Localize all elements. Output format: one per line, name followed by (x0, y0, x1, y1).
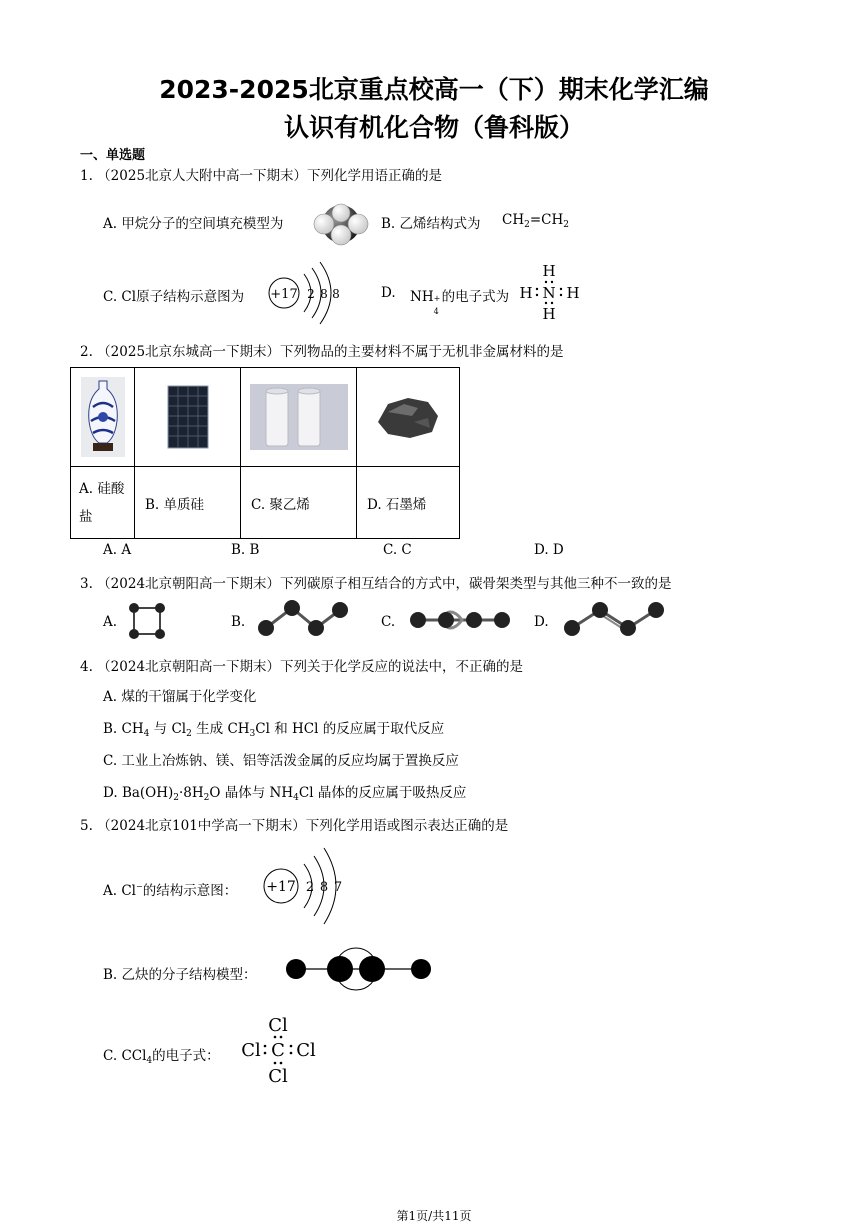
page-title: 2023-2025北京重点校高一（下）期末化学汇编 (159, 75, 709, 104)
q1-option-a-text: A. 甲烷分子的空间填充模型为 (103, 216, 284, 232)
ring-carbon-skeleton-model (126, 600, 168, 642)
question-1-stem: 1. （2025北京人大附中高一下期末）下列化学用语正确的是 (80, 168, 443, 184)
branched-skeleton-model-c (404, 600, 516, 640)
q5-option-a-text: A. Cl−的结构示意图： (103, 882, 238, 899)
chloride-ion-structure-diagram (262, 846, 354, 926)
film-rolls-image-cell (241, 368, 357, 467)
q1-option-b-formula: $CH_2=CH_2$ (502, 212, 569, 230)
q5-option-b-text: B. 乙炔的分子结构模型： (103, 967, 257, 983)
question-2-stem: 2. （2025北京东城高一下期末）下列物品的主要材料不属于无机非金属材料的是 (80, 344, 564, 360)
q1-option-c-text: C. Cl原子结构示意图为 (103, 289, 245, 305)
q3-option-a-label: A. (103, 614, 118, 630)
materials-table (70, 367, 460, 539)
q2-answer-c: C. C (383, 542, 412, 558)
svg-text:Cl: Cl (241, 1040, 261, 1061)
q1-option-d-lead: D. (381, 285, 396, 301)
question-4-stem: 4. （2024北京朝阳高一下期末）下列关于化学反应的说法中，不正确的是 (80, 659, 524, 675)
porcelain-vase-icon (81, 377, 125, 457)
nucleus-label: +17 (266, 879, 296, 895)
shell-1-count: 2 (307, 287, 315, 301)
svg-text:H: H (542, 305, 556, 323)
svg-text:Cl: Cl (268, 1066, 288, 1087)
cl-atom-structure-diagram (268, 260, 348, 328)
svg-text:Cl: Cl (268, 1015, 288, 1036)
q2-answer-a: A. A (103, 542, 132, 558)
q4-option-c: C. 工业上冶炼钠、镁、铝等活泼金属的反应均属于置换反应 (103, 753, 459, 769)
cell-c-label: C. 聚乙烯 (241, 467, 357, 539)
nucleus-label: +17 (270, 287, 298, 302)
page-number: 第1页/共11页 (396, 1209, 472, 1223)
q1-option-b-text: B. 乙烯结构式为 (381, 216, 481, 232)
q4-option-d: D. $Ba(OH)_2\cdot 8H_2O$ 晶体与 $NH_4Cl$ 晶体的反应属于吸热反应 (103, 785, 467, 803)
svg-text:N: N (542, 284, 556, 302)
solar-panel-image-cell (135, 368, 241, 467)
q2-answer-d: D. D (534, 542, 564, 558)
cell-b-label: B. 单质硅 (135, 467, 241, 539)
page-subtitle: 认识有机化合物（鲁科版） (283, 113, 584, 142)
film-rolls-icon (250, 384, 348, 450)
methane-space-filling-model (310, 203, 372, 245)
vase-image-cell (71, 368, 135, 467)
cell-a-label: A. 硅酸盐 (71, 467, 135, 539)
shell-3-count: 8 (332, 287, 340, 301)
q1-option-d-ion: NH + 4 的电子式为 (410, 289, 510, 316)
chain-skeleton-model-b (252, 598, 356, 642)
svg-text:C: C (271, 1040, 285, 1061)
cell-d-label: D. 石墨烯 (357, 467, 460, 539)
acetylene-ball-stick-model (284, 948, 434, 992)
svg-text:H: H (566, 284, 580, 302)
shell-2-count: 8 (319, 880, 329, 895)
question-5-stem: 5. （2024北京101中学高一下期末）下列化学用语或图示表达正确的是 (80, 818, 509, 834)
question-3-stem: 3. （2024北京朝阳高一下期末）下列碳原子相互结合的方式中，碳骨架类型与其他三种不一致的是 (80, 576, 672, 592)
section-heading: 一、单选题 (80, 148, 146, 163)
chain-skeleton-model-d (556, 598, 670, 642)
q3-option-c-label: C. (381, 614, 396, 630)
q2-answer-b: B. B (231, 542, 260, 558)
shell-2-count: 8 (320, 287, 328, 301)
ccl4-lewis-structure (240, 1012, 324, 1086)
q4-option-a: A. 煤的干馏属于化学变化 (103, 689, 257, 705)
q3-option-b-label: B. (231, 614, 246, 630)
shell-3-count: 7 (333, 880, 343, 895)
q3-option-d-label: D. (534, 614, 549, 630)
svg-text:H: H (519, 284, 533, 302)
svg-text:H: H (542, 262, 556, 280)
q4-option-b: B. $CH_4$ 与 $Cl_2$ 生成 $CH_3Cl$ 和 HCl 的反应属于取代反应 (103, 721, 445, 739)
graphite-image-cell (357, 368, 460, 467)
shell-1-count: 2 (305, 880, 315, 895)
svg-text:Cl: Cl (296, 1040, 316, 1061)
solar-panel-icon (166, 384, 210, 450)
ammonium-lewis-structure (518, 262, 584, 322)
graphite-rock-icon (374, 392, 442, 442)
q5-option-c-text: C. CCl$_4$的电子式： (103, 1048, 220, 1066)
